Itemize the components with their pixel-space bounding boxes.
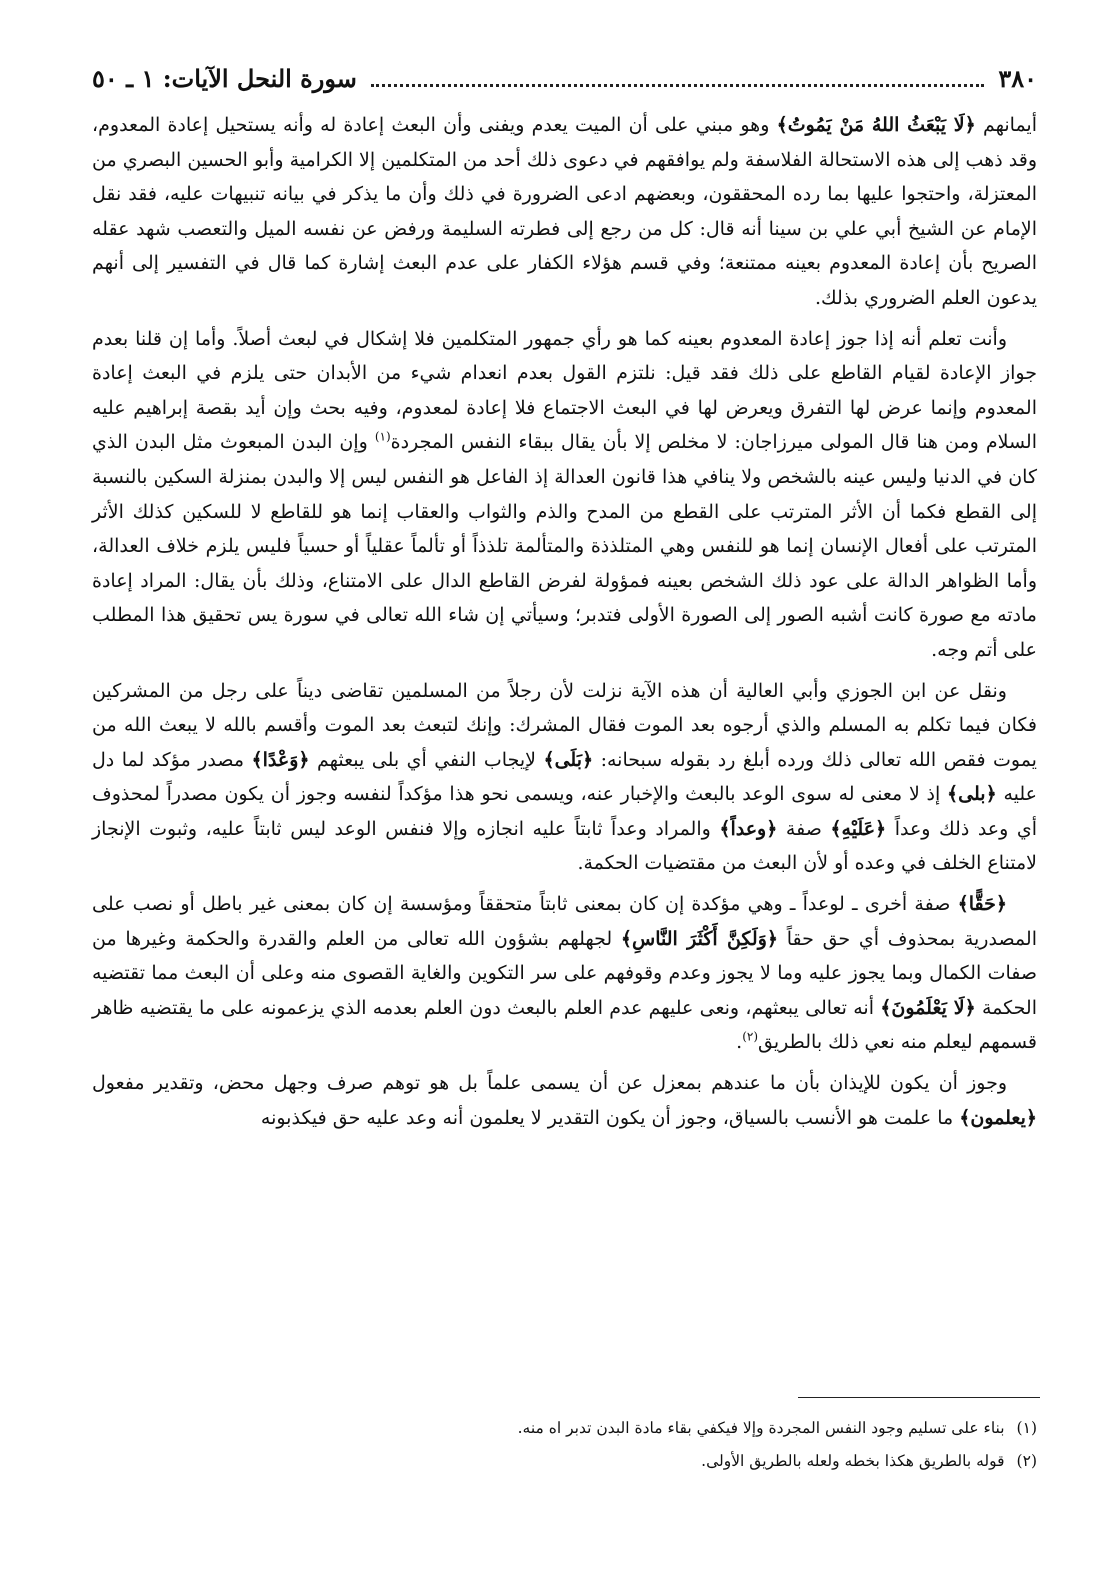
- quran-quote: ﴿بَلَى﴾: [543, 748, 594, 771]
- quran-quote: ﴿وَلَكِنَّ أَكْثَرَ النَّاسِ﴾: [620, 927, 779, 950]
- footnote-2: [92, 1445, 1037, 1478]
- quran-quote: ﴿بلى﴾: [947, 783, 997, 806]
- footnote-1: [92, 1412, 1037, 1445]
- paragraph: [92, 1066, 1037, 1135]
- footnote-number: (٢): [1016, 1452, 1037, 1470]
- text-run: ما علمت هو الأنسب بالسياق، وجوز أن يكون التقدير لا يعلمون أنه وعد عليه حق فيكذبونه: [260, 1106, 960, 1129]
- text-run: صفة: [777, 817, 831, 840]
- quran-quote: ﴿وعداً﴾: [719, 817, 778, 840]
- surah-title: سورة النحل الآيات: ١ ـ ٥٠: [92, 63, 357, 93]
- footnote-number: (١): [1016, 1419, 1037, 1437]
- quran-quote: ﴿لَا يَعْلَمُونَ﴾: [880, 996, 976, 1019]
- text-run: مصدر مؤكد لما دل عليه: [92, 748, 1037, 806]
- footnotes: [92, 1412, 1037, 1478]
- footnote-text: بناء على تسليم وجود النفس المجردة وإلا فيكفي بقاء مادة البدن تدبر اه منه.: [517, 1419, 1005, 1437]
- text-run: لجهلهم بشؤون الله تعالى من العلم والقدرة والحكمة وغيرها من صفات الكمال وبما يجوز عليه وما لا يجوز وعدم وقوفهم على سر التكوين والغاية القصوى منه وعلى أن البعث مما تقتضيه الحكمة: [92, 927, 1037, 1019]
- text-run: ونقل عن ابن الجوزي وأبي العالية أن هذه الآية نزلت لأن رجلاً من المسلمين تقاضى ديناً على رجل من المشركين فكان فيما تكلم به المسلم والذي أرجوه بعد الموت فقال المشرك: وإنك لتبعث بعد الموت وأقسم بالله لا يبعث الله من يموت فقص الله تعالى ذلك ورده أبلغ رد بقوله سبحانه:: [92, 679, 1037, 771]
- quran-quote: ﴿عَلَيْهِ﴾: [830, 817, 887, 840]
- text-run: وجوز أن يكون للإيذان بأن ما عندهم بمعزل عن أن يسمى علماً بل هو توهم صرف وجهل محض، وتقدير مفعول: [92, 1072, 1008, 1095]
- text-run: لإيجاب النفي أي بلى يبعثهم: [309, 748, 544, 771]
- text-run: صفة أخرى ـ لوعداً ـ وهي مؤكدة إن كان بمعنى ثابتاً متحققاً ومؤسسة إن كان بمعنى غير باطل أو نصب على المصدرية بمحذوف أي حق حقاً: [92, 893, 1037, 950]
- paragraph: [92, 322, 1037, 668]
- text-run: وأنت تعلم أنه إذا جوز إعادة المعدوم بعينه كما هو رأي جمهور المتكلمين فلا إشكال في لبعث أصلاً. وأما إن قلنا بعدم جواز الإعادة لقيام القاطع على ذلك فقد قيل: نلتزم القول بعدم انعدام شيء من الأبدان حتى يلزم في البعث إعادة المعدوم وإنما عرض لها التفرق ويعرض لها في البعث الاجتماع فلا إعادة لمعدوم، وفيه بحث وإن أيد بقصة إبراهيم عليه السلام ومن هنا قال المولى ميرزاجان: لا مخلص إلا بأن يقال ببقاء النفس المجردة: [92, 327, 1037, 454]
- text-run: أيمانهم: [975, 114, 1037, 136]
- text-run: وهو مبني على أن الميت يعدم ويفنى وأن البعث إعادة له وأنه يستحيل إعادة المعدوم، وقد ذهب إلى هذه الاستحالة الفلاسفة ولم يوافقهم في دعوى ذلك أحد من المتكلمين إلا الكرامية وأبو الحسين البصري من المعتزلة، واحتجوا عليها بما رده المحققون، وبعضهم ادعى الضرورة في ذلك وأن ما يذكر في بيانه تنبيهات عليه، فقد نقل الإمام عن الشيخ أبي علي بن سينا أنه قال: كل من رجع إلى فطرته السليمة ورفض عن نفسه الميل والتعصب شهد عقله الصريح بأن إعادة المعدوم بعينه ممتنعة؛ وفي قسم هؤلاء الكفار على عدم البعث إشارة كما قال في التفسير إلى أنهم يدعون العلم الضروري بذلك.: [92, 114, 1037, 309]
- footnote-separator: [798, 1397, 1040, 1398]
- quran-quote: ﴿وَعْدًا﴾: [251, 748, 310, 771]
- footnote-marker: (٢): [742, 1030, 759, 1045]
- page-number: ٣٨٠: [998, 63, 1037, 93]
- text-run: .: [736, 1031, 743, 1054]
- footnote-marker: (١): [374, 430, 391, 445]
- paragraph: [92, 674, 1037, 882]
- footnote-text: قوله بالطريق هكذا بخطه ولعله بالطريق الأولى.: [701, 1452, 1005, 1470]
- quran-quote: ﴿لَا يَبْعَثُ اللهُ مَنْ يَمُوتُ﴾: [776, 114, 976, 136]
- running-header: [92, 58, 1037, 98]
- quran-quote: ﴿يعلمون﴾: [959, 1106, 1037, 1129]
- paragraph: [92, 887, 1037, 1060]
- text-run: إذ لا معنى له سوى الوعد بالبعث والإخبار عنه، ويسمى نحو هذا مؤكداً لنفسه وجوز أن يكون مصدراً لمحذوف أي وعد ذلك وعداً: [92, 783, 1037, 840]
- main-text: [92, 108, 1037, 1141]
- quran-quote: ﴿حَقًّا﴾: [957, 893, 1007, 916]
- text-run: وإن البدن المبعوث مثل البدن الذي كان في الدنيا وليس عينه بالشخص ولا ينافي هذا قانون العدالة إذ الفاعل هو النفس ليس إلا والبدن بمنزلة السكين بالنسبة إلى القطع فكما أن الأثر المترتب على القطع من المدح والذم والثواب والعقاب إنما هو للقاطع لا للسكين كذلك الأثر المترتب على أفعال الإنسان إنما هو للنفس وهي المتلذذة والمتألمة تلذذاً أو تألماً عقلياً أو حسياً فليس يلزم خلاف العدالة، وأما الظواهر الدالة على عود ذلك الشخص بعينه فمؤولة لفرض القاطع الدال على الامتناع، وذلك بأن يقال: المراد إعادة مادته مع صورة كانت أشبه الصور إلى الصورة الأولى فتدبر؛ وسيأتي إن شاء الله تعالى في سورة يس تحقيق هذا المطلب على أتم وجه.: [92, 431, 1037, 661]
- text-run: أنه تعالى يبعثهم، ونعى عليهم عدم العلم بالبعث دون العلم بعدمه الذي يزعمونه على ما يقتضيه ظاهر قسمهم ليعلم منه نعي ذلك بالطريق: [92, 996, 1037, 1054]
- paragraph: [92, 108, 1037, 316]
- text-run: والمراد وعداً ثابتاً عليه انجازه وإلا فنفس الوعد ليس ثابتاً عليه، وثبوت الإنجاز لامتناع الخلف في وعده أو لأن البعث من مقتضيات الحكمة.: [92, 817, 1037, 875]
- header-dot-leader: [371, 84, 984, 87]
